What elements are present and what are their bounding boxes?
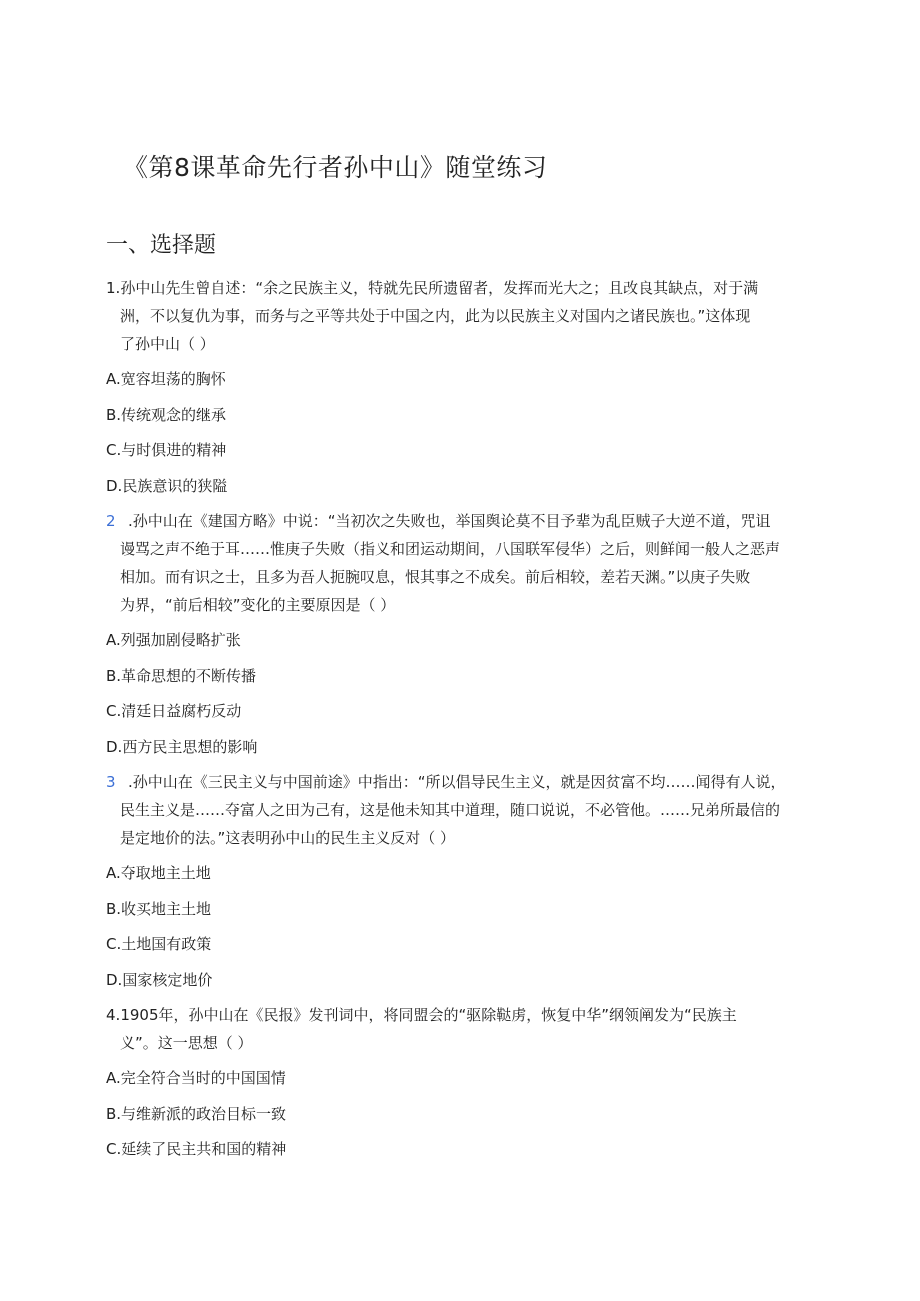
answer-option: A.夺取地主土地 <box>106 864 211 882</box>
question-text: 相加。而有识之士，且多为吾人扼腕叹息，恨其事之不成矣。前后相较，差若天渊。”以庚子失败 <box>120 568 751 586</box>
question-number: 4. <box>106 1006 121 1024</box>
question-text-line <box>106 330 806 358</box>
question-list <box>106 274 806 1171</box>
answer-option: C.土地国有政策 <box>106 935 212 953</box>
answer-option: C.与时俱进的精神 <box>106 441 227 459</box>
question-text: 民生主义是……夺富人之田为己有，这是他未知其中道理，随口说说，不必管他。……兄弟所最信的 <box>120 801 781 819</box>
answer-option: A.列强加剧侵略扩张 <box>106 631 241 649</box>
question-text-line <box>106 768 806 796</box>
question-text-line <box>106 563 806 591</box>
question-1 <box>106 274 806 358</box>
question-text: .孙中山在《建国方略》中说：“当初次之失败也，举国舆论莫不目予辈为乱臣贼子大逆不道，咒诅 <box>128 512 771 530</box>
answer-option: A.宽容坦荡的胸怀 <box>106 370 226 388</box>
question-text-line <box>106 1029 806 1057</box>
question-2 <box>106 507 806 619</box>
answer-option: D.西方民主思想的影响 <box>106 737 258 756</box>
question-text: 洲，不以复仇为事，而务与之平等共处于中国之内，此为以民族主义对国内之诸民族也。”这体现 <box>120 307 751 325</box>
question-text-line <box>106 535 806 563</box>
question-text: 了孙中山（ ） <box>120 335 215 353</box>
question-text-line <box>106 274 806 302</box>
question-text: 谩骂之声不绝于耳……惟庚子失败（指义和团运动期间，八国联军侵华）之后，则鲜闻一般人之恶声 <box>120 540 781 558</box>
question-text: 1905年，孙中山在《民报》发刊词中，将同盟会的“驱除鞑虏，恢复中华”纲领阐发为“民族主 <box>120 1006 737 1024</box>
question-4 <box>106 1001 806 1057</box>
answer-option: D.民族意识的狭隘 <box>106 476 228 495</box>
answer-option: B.与维新派的政治目标一致 <box>106 1104 287 1123</box>
document-title: 《第8课革命先行者孙中山》随堂练习 <box>123 153 548 182</box>
question-text-line <box>106 302 806 330</box>
answer-option: D.国家核定地价 <box>106 970 213 989</box>
answer-option: A.完全符合当时的中国国情 <box>106 1069 286 1087</box>
question-text: .孙中山在《三民主义与中国前途》中指出：“所以倡导民生主义，就是因贫富不均……闻得有人说， <box>128 773 786 791</box>
question-number: 1. <box>106 279 121 297</box>
question-text-line <box>106 796 806 824</box>
question-text-line <box>106 1001 806 1029</box>
answer-option: B.传统观念的继承 <box>106 405 227 424</box>
question-text-line <box>106 507 806 535</box>
question-text: 孙中山先生曾自述：“余之民族主义，特就先民所遗留者，发挥而光大之；且改良其缺点，对于满 <box>120 279 759 297</box>
answer-option: C.延续了民主共和国的精神 <box>106 1140 287 1158</box>
answer-option: C.清廷日益腐朽反动 <box>106 702 242 720</box>
question-3 <box>106 768 806 852</box>
answer-option: B.收买地主土地 <box>106 899 212 918</box>
answer-option: B.革命思想的不断传播 <box>106 666 257 685</box>
question-number: 3 <box>106 773 116 791</box>
question-text: 义”。这一思想（ ） <box>120 1034 253 1052</box>
question-text: 是定地价的法。”这表明孙中山的民生主义反对（ ） <box>120 829 456 847</box>
question-number: 2 <box>106 512 116 530</box>
question-text-line <box>106 591 806 619</box>
question-text-line <box>106 824 806 852</box>
question-text: 为界，“前后相较”变化的主要原因是（ ） <box>120 596 396 614</box>
section-title: 一、选择题 <box>106 233 217 258</box>
